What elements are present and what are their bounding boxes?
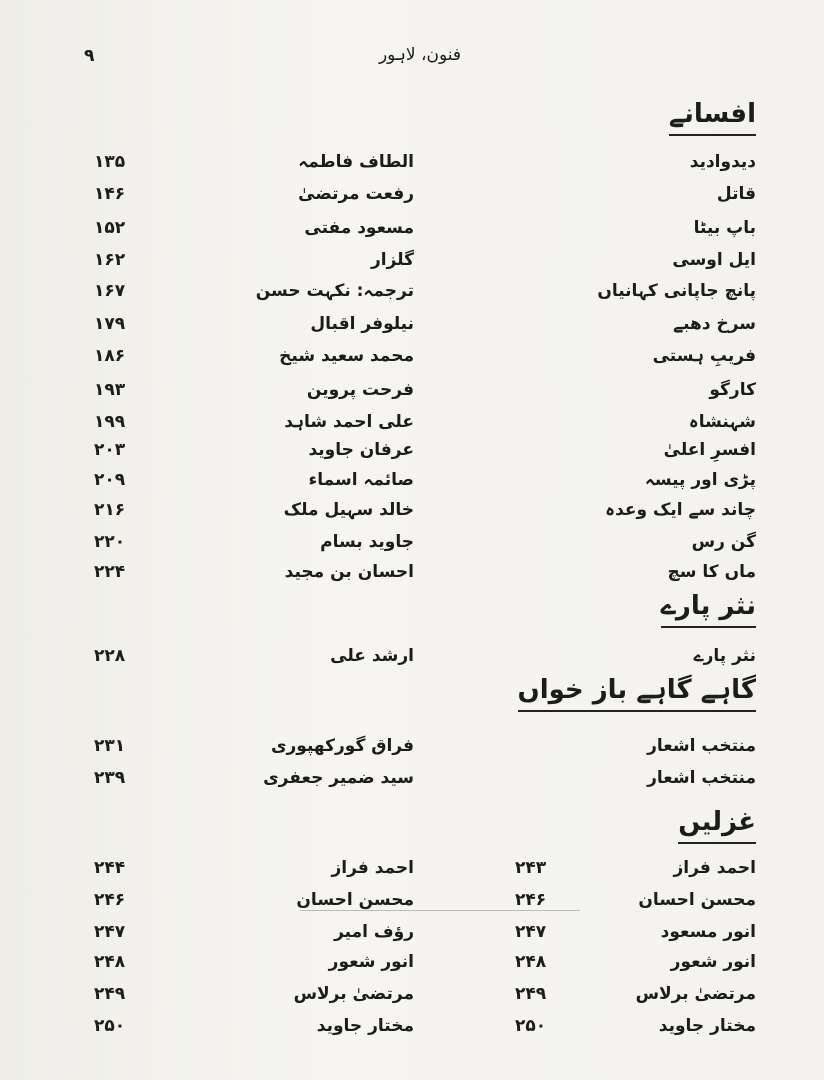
ghazal-poet-left: انور شعور [328,952,414,972]
ghazal-page-right: ۲۴۸ [515,952,547,972]
toc-entry [0,762,824,794]
entry-page-number: ۲۳۹ [94,768,126,788]
entry-page-number: ۲۰۹ [94,470,126,490]
page-header [80,44,760,72]
ghazal-page-right: ۲۴۳ [515,858,547,878]
entry-author: علی احمد شاہد [284,412,414,432]
entry-title: قاتل [716,184,756,204]
magazine-title: فنون، لاہور [378,45,462,65]
section-heading-nasr-pare: نثر پارے [661,592,756,628]
entry-author: فرحت پروین [306,380,414,400]
entry-author: سید ضمیر جعفری [263,768,414,788]
entry-title: دیدوادید [689,152,756,172]
ghazal-page-left: ۲۴۹ [94,984,126,1004]
ghazal-entry [0,916,824,948]
entry-page-number: ۱۹۳ [94,380,126,400]
ghazal-page-right: ۲۵۰ [515,1016,547,1036]
entry-page-number: ۱۵۲ [94,218,126,238]
toc-entry [0,244,824,276]
section-heading-gahe-gahe: گاہے گاہے باز خواں [518,676,757,712]
page-number: ٩ [84,46,95,66]
toc-entry [0,494,824,526]
entry-author: مسعود مفتی [304,218,414,238]
entry-page-number: ۱۴۶ [94,184,126,204]
ghazal-page-right: ۲۴۶ [515,890,547,910]
ghazal-poet-right: مختار جاوید [658,1016,756,1036]
ghazal-page-right: ۲۴۷ [515,922,547,942]
entry-title: ایل اوسی [672,250,756,270]
toc-entry [0,212,824,244]
ghazal-page-left: ۲۴۷ [94,922,126,942]
ghazal-entry [0,946,824,978]
toc-entry [0,526,824,558]
ghazal-entry [0,852,824,884]
ghazal-page-left: ۲۴۴ [94,858,126,878]
entry-title: منتخب اشعار [647,736,756,756]
entry-author: عرفان جاوید [308,440,414,460]
ghazal-poet-right: احمد فراز [673,858,756,878]
entry-page-number: ۱۸۶ [94,346,126,366]
ghazal-entry [0,884,824,916]
section-heading-ghazlen: غزلیں [678,808,756,844]
entry-title: منتخب اشعار [647,768,756,788]
entry-author: گلزار [370,250,414,270]
section-heading-afsane: افسانے [669,100,756,136]
ghazal-poet-right: انور شعور [670,952,756,972]
ghazal-poet-left: مرتضیٰ برلاس [293,984,414,1004]
entry-author: ترجمہ: نکہت حسن [255,281,414,301]
entry-page-number: ۱۶۲ [94,250,126,270]
entry-page-number: ۲۳۱ [94,736,126,756]
ghazal-page-right: ۲۴۹ [515,984,547,1004]
entry-page-number: ۱۹۹ [94,412,126,432]
toc-entry [0,434,824,466]
entry-author: صائمہ اسماء [308,470,414,490]
ghazal-entry [0,978,824,1010]
toc-entry [0,275,824,307]
entry-page-number: ۱۳۵ [94,152,126,172]
entry-page-number: ۲۱۶ [94,500,126,520]
ghazal-poet-right: محسن احسان [638,890,756,910]
entry-title: باپ بیٹا [693,218,756,238]
entry-title: پڑی اور پیسہ [644,470,756,490]
entry-author: رفعت مرتضیٰ [298,184,414,204]
entry-page-number: ۱۷۹ [94,314,126,334]
ghazal-poet-left: رؤف امیر [334,922,414,942]
toc-entry [0,640,824,672]
entry-page-number: ۱۶۷ [94,281,126,301]
entry-author: ارشد علی [330,646,414,666]
entry-author: خالد سہیل ملک [283,500,414,520]
entry-title: شہنشاہ [688,412,756,432]
ghazal-poet-left: محسن احسان [296,890,414,910]
entry-author: نیلوفر اقبال [310,314,414,334]
entry-title: نثر پارے [693,646,756,666]
entry-page-number: ۲۲۴ [94,562,126,582]
entry-author: محمد سعید شیخ [279,346,414,366]
entry-author: جاوید بسام [320,532,414,552]
entry-title: فریبِ ہستی [652,346,756,366]
entry-author: الطاف فاطمہ [298,152,414,172]
entry-title: ماں کا سچ [667,562,756,582]
ghazal-poet-right: انور مسعود [660,922,756,942]
ghazal-poet-right: مرتضیٰ برلاس [635,984,756,1004]
entry-author: احسان بن مجید [284,562,414,582]
toc-entry [0,146,824,178]
toc-entry [0,340,824,372]
ghazal-page-left: ۲۵۰ [94,1016,126,1036]
entry-page-number: ۲۲۸ [94,646,126,666]
entry-author: فراق گورکھپوری [270,736,414,756]
entry-title: چاند سے ایک وعدہ [605,500,756,520]
ghazal-page-left: ۲۴۶ [94,890,126,910]
toc-entry [0,730,824,762]
toc-entry [0,556,824,588]
entry-title: گن رس [691,532,756,552]
toc-entry [0,464,824,496]
ghazal-poet-left: احمد فراز [331,858,414,878]
toc-entry [0,178,824,210]
entry-title: کارگو [709,380,756,400]
entry-page-number: ۲۲۰ [94,532,126,552]
ghazal-poet-left: مختار جاوید [316,1016,414,1036]
ghazal-page-left: ۲۴۸ [94,952,126,972]
entry-title: پانچ جاپانی کہانیاں [597,281,756,301]
ghazal-entry [0,1010,824,1042]
entry-title: سرخ دھبے [673,314,756,334]
entry-title: افسرِ اعلیٰ [663,440,756,460]
entry-page-number: ۲۰۳ [94,440,126,460]
toc-entry [0,308,824,340]
toc-entry [0,374,824,406]
